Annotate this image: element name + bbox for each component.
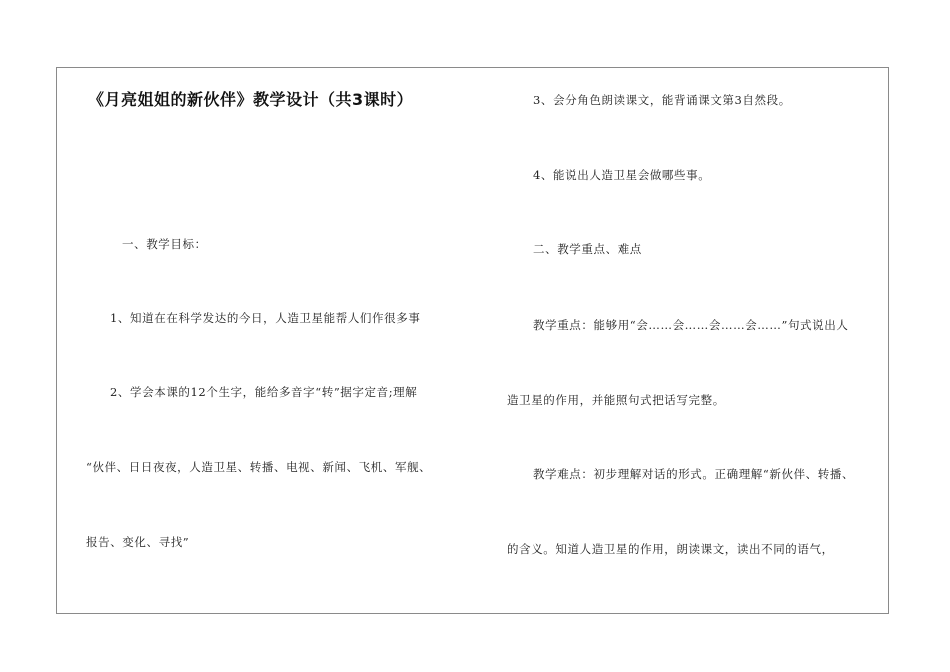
section-heading-key-points: 二、教学重点、难点 — [533, 242, 642, 256]
goal-item-2-line-2: “伙伴、日日夜夜，人造卫星、转播、电视、新闻、飞机、军舰、 — [86, 460, 432, 474]
page-border — [56, 67, 889, 614]
goal-item-2-line-3: 报告、变化、寻找” — [86, 535, 190, 549]
goal-item-3: 3、会分角色朗读课文，能背诵课文第3自然段。 — [533, 93, 791, 107]
document-title: 《月亮姐姐的新伙伴》教学设计（共3课时） — [88, 90, 414, 109]
section-heading-teaching-goals: 一、教学目标： — [122, 237, 207, 251]
difficulty-line-2: 的含义。知道人造卫星的作用，朗读课文，读出不同的语气， — [507, 542, 834, 556]
goal-item-4: 4、能说出人造卫星会做哪些事。 — [533, 168, 711, 182]
goal-item-1: 1、知道在在科学发达的今日，人造卫星能帮人们作很多事 — [110, 311, 421, 325]
goal-item-2-line-1: 2、学会本课的12个生字，能给多音字“转”据字定音;理解 — [110, 385, 418, 399]
key-point-line-1: 教学重点：能够用“会……会……会……会……”句式说出人 — [533, 318, 849, 332]
difficulty-line-1: 教学难点：初步理解对话的形式。正确理解“新伙伴、转播、 — [533, 467, 855, 481]
key-point-line-2: 造卫星的作用，并能照句式把话写完整。 — [507, 393, 725, 407]
